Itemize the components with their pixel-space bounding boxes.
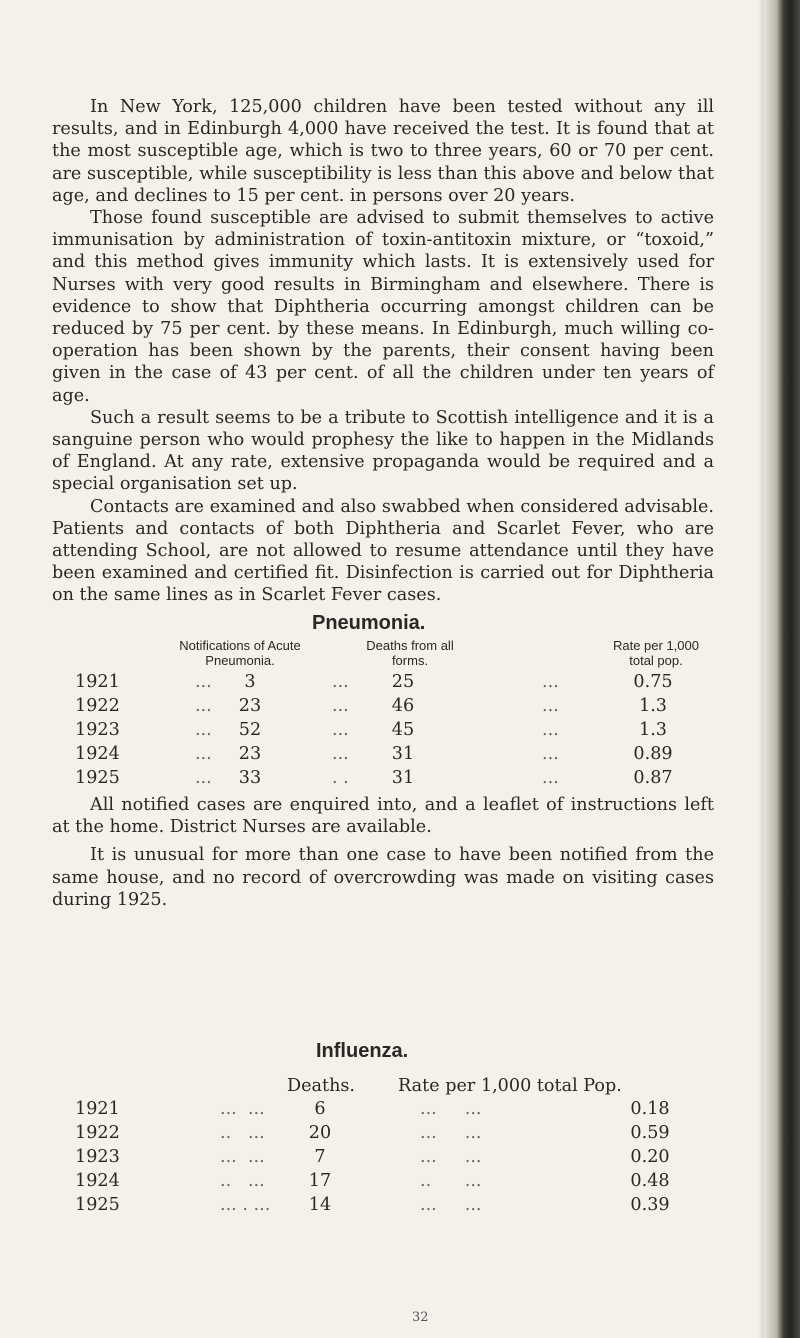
rate-cell: 1.3 [639, 696, 667, 716]
table-row [0, 696, 800, 720]
table-row [0, 720, 800, 744]
year-cell: 1922 [75, 1123, 120, 1143]
leader-dots: ... [542, 672, 559, 692]
rate-cell: 0.87 [633, 768, 673, 788]
notifications-cell: 23 [238, 744, 262, 764]
leader-dots: ... [332, 744, 349, 764]
page-number: 32 [412, 1310, 429, 1325]
leader-dots: ... [542, 768, 559, 788]
leader-dots: ... ... [220, 1147, 265, 1167]
deaths-cell: 46 [391, 696, 415, 716]
leader-dots: ... [542, 720, 559, 740]
leader-dots: ... ... [420, 1123, 482, 1143]
paragraph-leaflet: All notified cases are enquired into, and a leaflet of instructions left at the home. District Nurses are available. [52, 795, 714, 838]
year-cell: 1924 [75, 1171, 120, 1191]
table-row [0, 1099, 800, 1123]
notifications-cell: 33 [238, 768, 262, 788]
year-cell: 1921 [75, 672, 120, 692]
pneumonia-header-deaths: Deaths from all forms. [366, 638, 454, 668]
deaths-cell: 20 [308, 1123, 332, 1143]
paragraph-immunisation: Those found susceptible are advised to submit themselves to active immunisation by administration of toxin-antitoxin mixture, or “toxoid,” and this method gives immunity which lasts. It is extensively used for Nurses with very good results in Birmingham and elsewhere. There is evidence to show that Diphtheria occurring amongst children can be reduced by 75 per cent. by these means. In Edinburgh, much willing co-operation has been shown by the parents, their consent having been given in the case of 43 per cent. of all the children under ten years of age. [52, 208, 714, 406]
pneumonia-notes [52, 794, 714, 911]
deaths-cell: 25 [391, 672, 415, 692]
deaths-cell: 17 [308, 1171, 332, 1191]
leader-dots: ... [195, 720, 212, 740]
year-cell: 1924 [75, 744, 120, 764]
rate-cell: 0.18 [630, 1099, 670, 1119]
deaths-cell: 14 [308, 1195, 332, 1215]
rate-cell: 1.3 [639, 720, 667, 740]
pneumonia-header-rate: Rate per 1,000 total pop. [612, 638, 699, 668]
rate-cell: 0.59 [630, 1123, 670, 1143]
paragraph-testing: In New York, 125,000 children have been tested without any ill results, and in Edinburgh 4,000 have received the test. It is found that at the most susceptible age, which is two to three years, 60 or 70 per cent. are susceptible, while susceptibility is less than this above and below that age, and declines to 15 per cent. in persons over 20 years. [52, 97, 714, 206]
leader-dots: ... ... [420, 1099, 482, 1119]
leader-dots: .. ... [220, 1123, 265, 1143]
leader-dots: .. ... [220, 1171, 265, 1191]
rate-cell: 0.89 [633, 744, 673, 764]
table-row [0, 1147, 800, 1171]
leader-dots: ... [195, 768, 212, 788]
table-row [0, 768, 800, 792]
leader-dots: ... ... [420, 1195, 482, 1215]
leader-dots: ... [332, 696, 349, 716]
leader-dots: ... [542, 696, 559, 716]
leader-dots: ... ... [420, 1147, 482, 1167]
year-cell: 1921 [75, 1099, 120, 1119]
rate-cell: 0.39 [630, 1195, 670, 1215]
table-row [0, 1195, 800, 1219]
table-row [0, 672, 800, 696]
year-cell: 1925 [75, 1195, 120, 1215]
notifications-cell: 3 [244, 672, 256, 692]
leader-dots: ... . ... [220, 1195, 271, 1215]
paragraph-overcrowding: It is unusual for more than one case to have been notified from the same house, and no record of overcrowding was made on visiting cases during 1925. [52, 845, 714, 910]
deaths-cell: 7 [314, 1147, 326, 1167]
leader-dots: ... [195, 672, 212, 692]
paragraph-scottish-intelligence: Such a result seems to be a tribute to Scottish intelligence and it is a sanguine person who would prophesy the like to happen in the Midlands of England. At any rate, extensive propaganda would be required and a special organisation set up. [52, 407, 714, 495]
influenza-heading: Influenza. [316, 1040, 409, 1062]
leader-dots: ... [542, 744, 559, 764]
leader-dots: .. ... [420, 1171, 482, 1191]
pneumonia-header-notifications: Notifications of Acute Pneumonia. [179, 638, 301, 668]
influenza-header-rate: Rate per 1,000 total Pop. [398, 1076, 622, 1096]
leader-dots: ... [195, 696, 212, 716]
table-row [0, 744, 800, 768]
year-cell: 1923 [75, 1147, 120, 1167]
table-row [0, 1171, 800, 1195]
leader-dots: ... [195, 744, 212, 764]
leader-dots: ... [332, 672, 349, 692]
rate-cell: 0.20 [630, 1147, 670, 1167]
leader-dots: . . [332, 768, 349, 788]
table-row [0, 1123, 800, 1147]
deaths-cell: 45 [391, 720, 415, 740]
intro-text [52, 96, 714, 607]
pneumonia-heading: Pneumonia. [312, 612, 426, 634]
leader-dots: ... [332, 720, 349, 740]
leader-dots: ... ... [220, 1099, 265, 1119]
year-cell: 1922 [75, 696, 120, 716]
deaths-cell: 31 [391, 744, 415, 764]
influenza-header-deaths: Deaths. [287, 1076, 356, 1096]
notifications-cell: 23 [238, 696, 262, 716]
rate-cell: 0.48 [630, 1171, 670, 1191]
paragraph-contacts: Contacts are examined and also swabbed when considered advisable. Patients and contacts of both Diphtheria and Scarlet Fever, who are attending School, are not allowed to resume attendance until they have been examined and certified fit. Disinfection is carried out for Diphtheria on the same lines as in Scarlet Fever cases. [52, 496, 714, 606]
year-cell: 1925 [75, 768, 120, 788]
influenza-header-row [0, 1076, 800, 1100]
notifications-cell: 52 [238, 720, 262, 740]
rate-cell: 0.75 [633, 672, 673, 692]
deaths-cell: 31 [391, 768, 415, 788]
year-cell: 1923 [75, 720, 120, 740]
deaths-cell: 6 [314, 1099, 326, 1119]
